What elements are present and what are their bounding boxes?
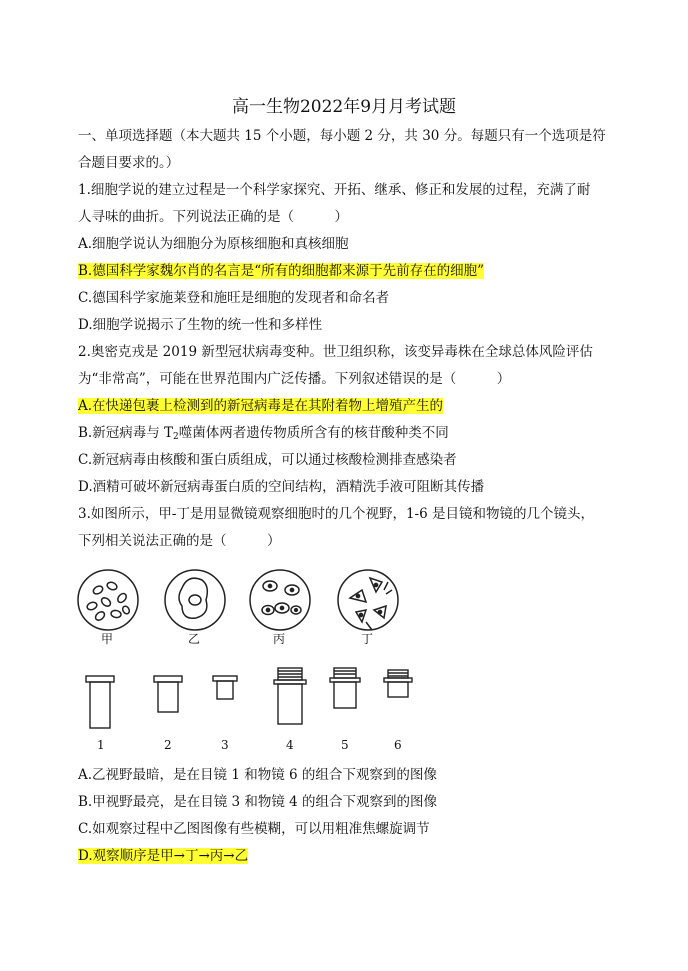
lens-5 bbox=[330, 668, 360, 708]
microscope-figure bbox=[70, 560, 430, 760]
q3-option-b: B.甲视野最亮，是在目镜 3 和物镜 4 的组合下观察到的图像 bbox=[78, 794, 438, 810]
view-label: 甲 bbox=[101, 632, 114, 646]
page-title: 高一生物2022年9月月考试题 bbox=[231, 97, 457, 117]
view-ding bbox=[338, 570, 398, 630]
q2-option-d: D.酒精可破坏新冠病毒蛋白质的空间结构，酒精洗手液可阻断其传播 bbox=[78, 479, 485, 495]
lens-label: 1 bbox=[97, 738, 105, 752]
view-label: 丙 bbox=[273, 632, 286, 646]
q1-option-a: A.细胞学说认为细胞分为原核细胞和真核细胞 bbox=[78, 236, 349, 252]
lens-label: 6 bbox=[394, 738, 402, 752]
q2-option-c: C.新冠病毒由核酸和蛋白质组成，可以通过核酸检测排查感染者 bbox=[78, 452, 457, 468]
q1-option-c: C.德国科学家施莱登和施旺是细胞的发现者和命名者 bbox=[78, 290, 390, 306]
lens-1 bbox=[86, 676, 114, 728]
q3-option-c: C.如观察过程中乙图图像有些模糊，可以用粗准焦螺旋调节 bbox=[78, 821, 430, 837]
lens-4 bbox=[274, 668, 306, 724]
q3-stem-line-1: 3.如图所示，甲-丁是用显微镜观察细胞时的几个视野，1-6 是目镜和物镜的几个镜头， bbox=[78, 506, 594, 522]
q2-option-b: B.新冠病毒与 $T_2$噬菌体两者遗传物质所含有的核苷酸种类不同 bbox=[78, 425, 449, 442]
q3-option-a: A.乙视野最暗，是在目镜 1 和物镜 6 的组合下观察到的图像 bbox=[78, 767, 437, 783]
lens-3 bbox=[213, 676, 237, 699]
lens-6 bbox=[384, 670, 412, 697]
q2-option-a: A.在快递包裹上检测到的新冠病毒是在其附着物上增殖产生的 bbox=[78, 398, 444, 414]
q3-option-d: D.观察顺序是甲→丁→丙→乙 bbox=[78, 848, 249, 864]
q2-stem-line-1: 2.奥密克戎是 2019 新型冠状病毒变种。世卫组织称，该变异毒株在全球总体风险评估 bbox=[78, 344, 593, 360]
q1-stem-line-2: 人寻味的曲折。下列说法正确的是（ ） bbox=[78, 209, 348, 225]
lens-label: 2 bbox=[164, 738, 172, 752]
lens-label: 4 bbox=[286, 738, 294, 752]
view-yi bbox=[165, 570, 225, 630]
lens-label: 3 bbox=[221, 738, 229, 752]
section-heading-line-2: 合题目要求的。） bbox=[78, 155, 180, 171]
lens-2 bbox=[154, 676, 182, 712]
view-jia bbox=[78, 570, 138, 630]
section-heading-line-1: 一、单项选择题（本大题共 15 个小题，每小题 2 分，共 30 分。每题只有一个选项是符 bbox=[78, 128, 606, 144]
view-label: 乙 bbox=[188, 632, 201, 646]
q1-option-d: D.细胞学说揭示了生物的统一性和多样性 bbox=[78, 317, 323, 333]
view-bing bbox=[250, 570, 310, 630]
q1-stem-line-1: 1.细胞学说的建立过程是一个科学家探究、开拓、继承、修正和发展的过程，充满了耐 bbox=[78, 182, 591, 198]
lens-label: 5 bbox=[341, 738, 349, 752]
view-label: 丁 bbox=[361, 632, 374, 646]
q1-option-b: B.德国科学家魏尔肖的名言是“所有的细胞都来源于先前存在的细胞” bbox=[78, 263, 485, 279]
q2-stem-line-2: 为“非常高”，可能在世界范围内广泛传播。下列叙述错误的是（ ） bbox=[78, 371, 511, 387]
q3-stem-line-2: 下列相关说法正确的是（ ） bbox=[78, 533, 281, 549]
